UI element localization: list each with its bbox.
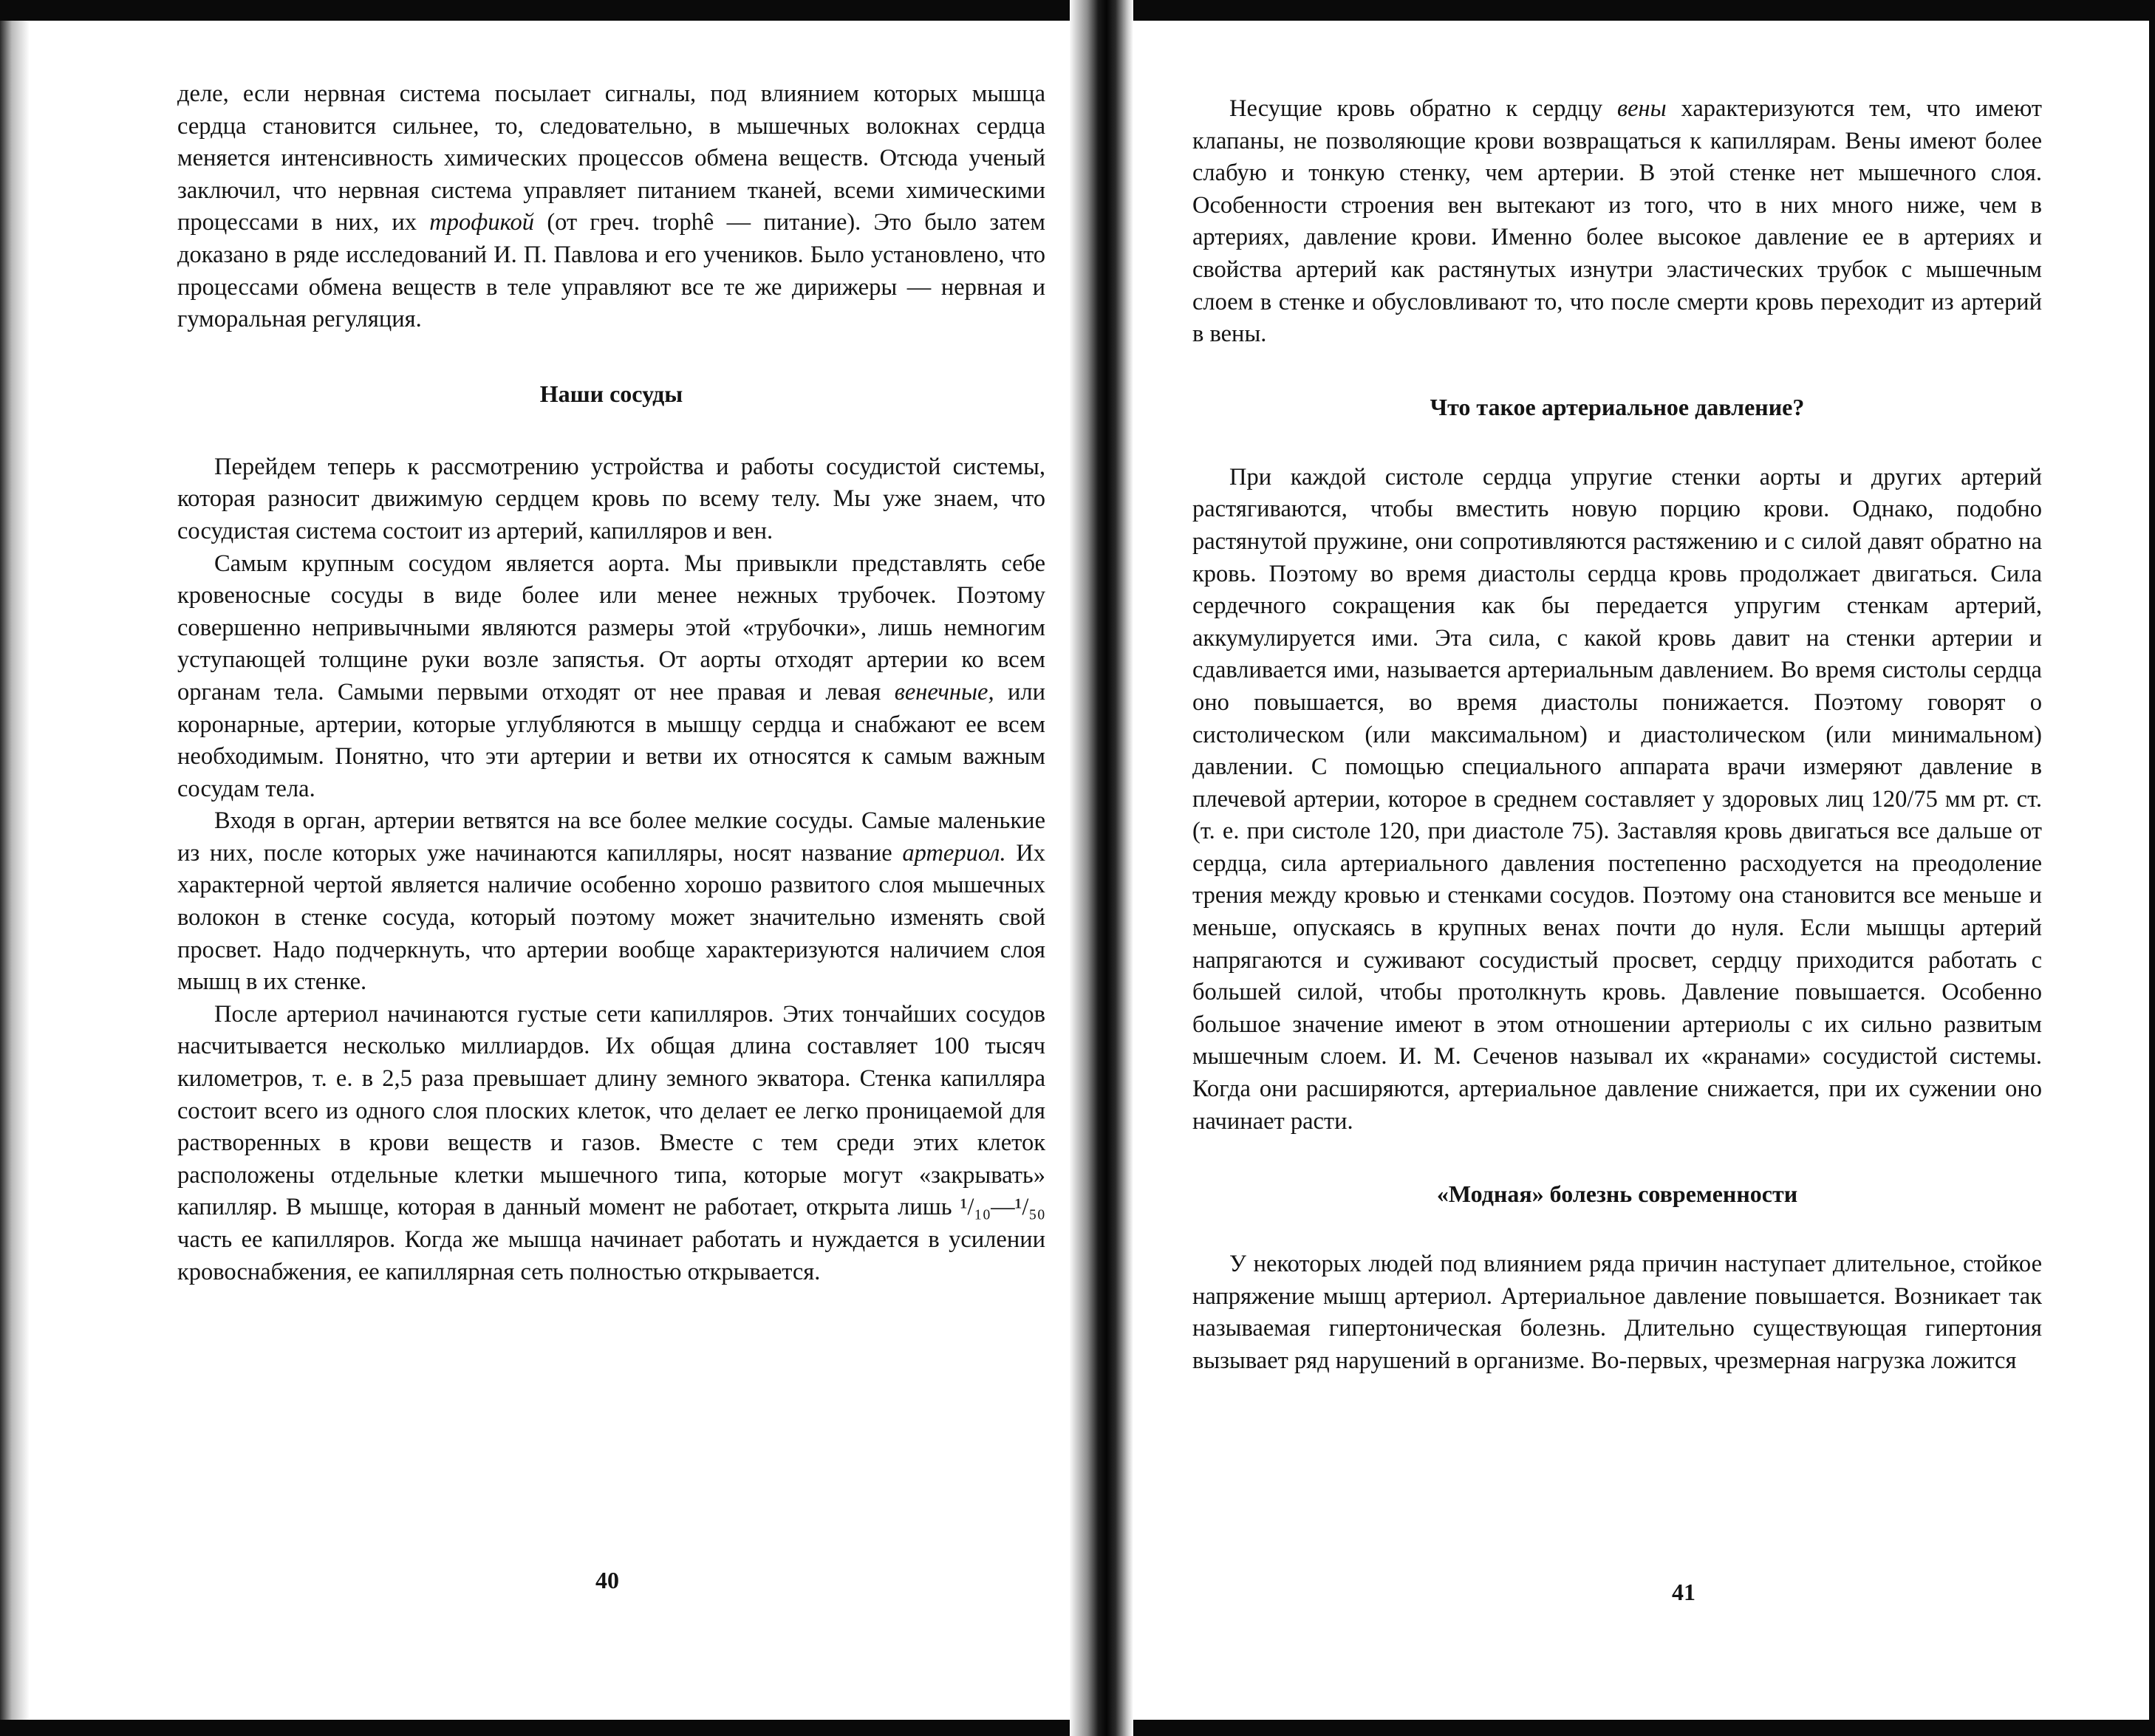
left-paragraph-1-end: (от греч. trophê — питание). Это было затем доказано в ряде исследований И. П. Павлова и его учеников. Было установлено, что процессами обмена веществ в теле управляют все те же дирижеры — нервная и гуморальная регуляция. (177, 209, 1045, 333)
left-paragraph-5-text: После артериол начинаются густые сети капилляров. Этих тончайших сосудов насчитывается несколько миллиардов. Их общая длина составляет 100 тысяч километров, т. е. в 2,5 раза превышает длину земного экватора. Стенка капилляра состоит всего из одного слоя плоских клеток, что делает ее легко проницаемой для растворенных в крови веществ и газов. Вместе с тем среди этих клеток расположены отдельные клетки мышечного типа, которые могут «закрывать» капилляр. В мышце, которая в данный момент не работает, открыта лишь (177, 1000, 1045, 1221)
left-page-number: 40 (595, 1567, 619, 1593)
right-paragraph-1-italic: вены (1617, 95, 1667, 122)
left-paragraph-3 (177, 548, 1045, 806)
book-gutter (1070, 0, 1133, 1736)
left-paragraph-5 (177, 999, 1045, 1288)
left-paragraph-3-italic: венечные, (894, 678, 994, 705)
right-section-heading-1: Что такое артериальное давление? (1430, 393, 1805, 420)
right-paragraph-1-end: характеризуются тем, что имеют клапаны, не позволяющие крови возвращаться к капиллярам. Вены имеют более слабую и тонкую стенку, чем артерии. В этой стенке нет мышечного слоя. Особенности строения вен вытекают из того, что в них много ниже, чем в артериях, давление крови. Именно более высокое давление ее в артериях и свойства артерий как растянутых изнутри эластических трубок с мышечным слоем в стенке и обусловливают то, что после смерти кровь переходит из артерий в вены. (1192, 95, 2043, 348)
left-paragraph-2: Перейдем теперь к рассмотрению устройства и работы сосудистой системы, которая разносит движимую сердцем кровь по всему телу. Мы уже знаем, что сосудистая система состоит из артерий, капилляров и вен. (177, 453, 1045, 544)
right-section-heading-2: «Модная» болезнь современности (1436, 1180, 1798, 1208)
right-page-text-column (1192, 93, 2042, 1378)
right-page (1133, 0, 2149, 1736)
left-paragraph-4-italic: артериол. (902, 839, 1006, 867)
right-paragraph-1-text: Несущие кровь обратно к сердцу (1229, 95, 1603, 122)
left-section-heading: Наши сосуды (539, 380, 683, 407)
left-paragraph-4 (177, 805, 1045, 999)
right-paragraph-3: У некоторых людей под влиянием ряда причин наступает длительное, стойкое напряжение мышц артериол. Артериальное давление повышается. Возникает так называемая гипертоническая болезнь. Длительно существующая гипертония вызывает ряд нарушений в организме. Во-первых, чрезмерная нагрузка ложится (1192, 1251, 2042, 1374)
left-paragraph-5-fraction: ¹/₁₀—¹/₅₀ (960, 1194, 1046, 1221)
right-paragraph-1 (1192, 93, 2042, 351)
scan-right-edge (2149, 0, 2155, 1736)
left-paragraph-1-italic: трофикой (429, 209, 535, 236)
left-paragraph-3-end: или коронарные, артерии, которые углубляются в мышцу сердца и снабжают ее всем необходимым. Понятно, что эти артерии и ветви их относятся к самым важным сосудам тела. (177, 678, 1045, 802)
left-paragraph-4-text: Входя в орган, артерии ветвятся на все более мелкие сосуды. Самые маленькие из них, после которых уже начинаются капилляры, носят название (177, 807, 1045, 867)
left-paragraph-1 (177, 78, 1045, 336)
right-paragraph-2: При каждой систоле сердца упругие стенки аорты и других артерий растягиваются, чтобы вместить новую порцию крови. Однако, подобно растянутой пружине, они сопротивляются растяжению и с силой давят обратно на кровь. Поэтому во время диастолы сердца кровь продолжает двигаться. Сила сердечного сокращения как бы передается упругим стенкам артерий, аккумулируется ими. Эта сила, с какой кровь давит на стенки артерии и сдавливается ими, называется артериальным давлением. Во время систолы сердца оно повышается, во время диастолы понижается. Поэтому говорят о систолическом (или максимальном) и диастолическом (или минимальном) давлении. С помощью специального аппарата врачи измеряют давление в плечевой артерии, которое в среднем составляет у здоровых лиц 120/75 мм рт. ст. (т. е. при систоле 120, при диастоле 75). Заставляя кровь двигаться все дальше от сердца, сила артериального давления постепенно расходуется на преодоление трения между кровью и стенками сосудов. Поэтому она становится все меньше и меньше, опускаясь в крупных венах почти до нуля. Если мышцы артерий напрягаются и суживают сосудистый просвет, сердцу приходится работать с большей силой, чтобы протолкнуть кровь. Давление повышается. Особенно большое значение имеют в этом отношении артериолы с их сильно развитым мышечным слоем. И. М. Сеченов называл их «кранами» сосудистой системы. Когда они расширяются, артериальное давление снижается, при их сужении оно начинает расти. (1192, 463, 2042, 1135)
left-page-text-column (177, 78, 1045, 1288)
left-page (0, 0, 1070, 1736)
left-paragraph-3-text: Самым крупным сосудом является аорта. Мы привыкли представлять себе кровеносные сосуды в виде более или менее нежных трубочек. Поэтому совершенно непривычными являются размеры этой «трубочки», лишь немногим уступающей толщине руки возле запястья. От аорты отходят артерии ко всем органам тела. Самыми первыми отходят от нее правая и левая (177, 550, 1045, 705)
left-paragraph-4-end: Их характерной чертой является наличие особенно хорошо развитого слоя мышечных волокон в стенке сосуда, который поэтому может значительно изменять свой просвет. Надо подчеркнуть, что артерии вообще характеризуются наличием слоя мышц в их стенке. (177, 839, 1045, 996)
left-paragraph-1-text: деле, если нервная система посылает сигналы, под влиянием которых мышца сердца становится сильнее, то, следовательно, в мышечных волокнах сердца меняется интенсивность химических процессов обмена веществ. Отсюда ученый заключил, что нервная система управляет питанием тканей, всеми химическими процессами в них, их (177, 81, 1045, 236)
right-page-number: 41 (1672, 1579, 1695, 1605)
left-paragraph-5-end: часть ее капилляров. Когда же мышца начинает работать и нуждается в усилении кровоснабжения, ее капиллярная сеть полностью открывается. (177, 1226, 1045, 1285)
